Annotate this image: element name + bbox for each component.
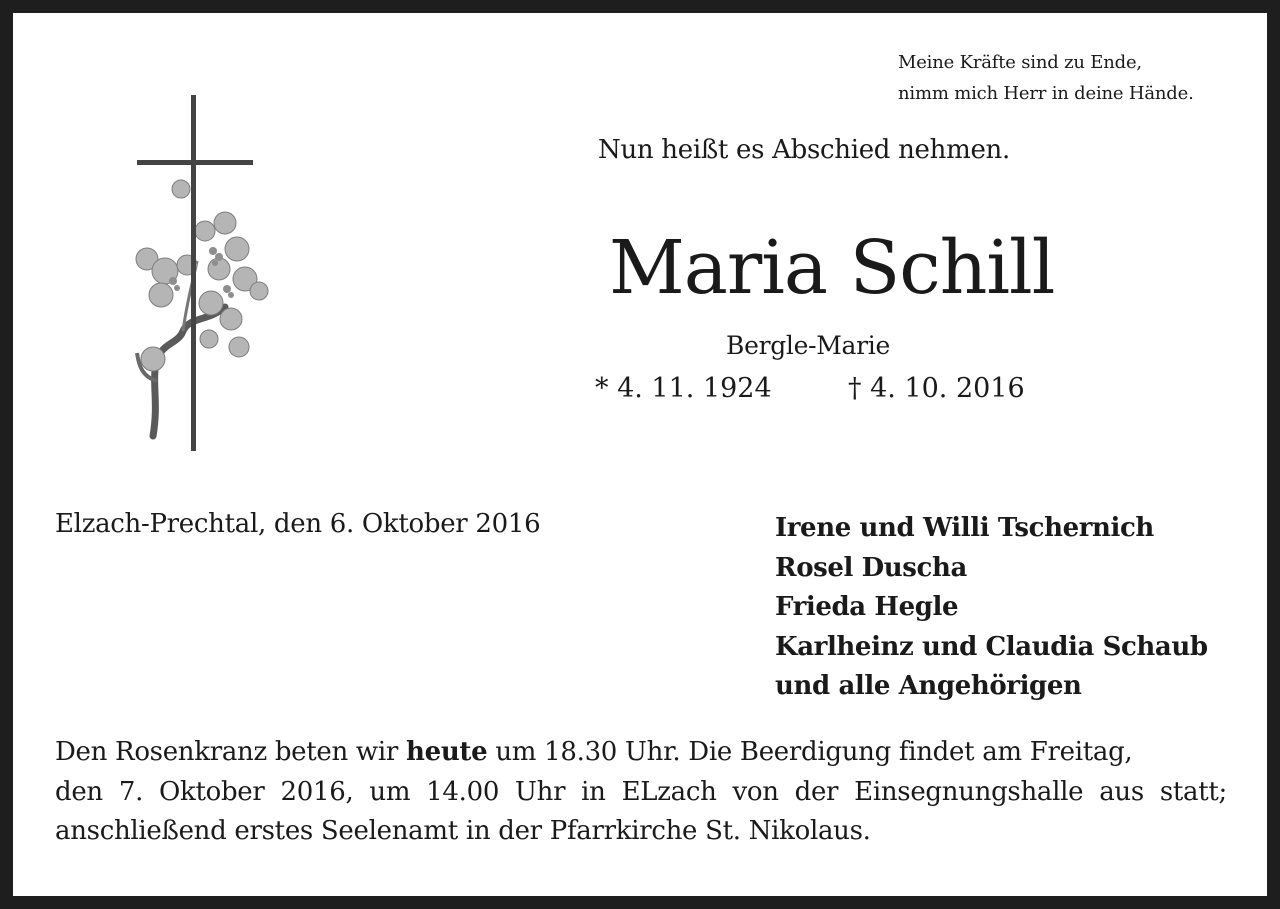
deceased-nickname: Bergle-Marie: [726, 331, 891, 360]
mourner-name: Irene und Willi Tschernich: [775, 513, 1154, 543]
death-date: † 4. 10. 2016: [848, 373, 1025, 404]
notice-line-1: [55, 733, 1227, 773]
mourners-list: [775, 509, 1208, 707]
mourner-name: Rosel Duscha: [775, 552, 967, 583]
motto-line-2: nimm mich Herr in deine Hände.: [898, 83, 1194, 104]
deceased-name: Maria Schill: [609, 225, 1055, 311]
notice-text: Den Rosenkranz beten wir: [55, 737, 406, 767]
mourner-name: Frieda Hegle: [775, 592, 959, 622]
motto-line-1: Meine Kräfte sind zu Ende,: [898, 52, 1142, 73]
notice-line-2: den 7. Oktober 2016, um 14.00 Uhr in ELzach von der Einsegnungshalle aus statt;: [55, 776, 1227, 807]
funeral-notice: [55, 733, 1227, 852]
birth-date: * 4. 11. 1924: [595, 373, 772, 404]
notice-line-3: anschließend erstes Seelenamt in der Pfarrkirche St. Nikolaus.: [55, 816, 871, 846]
mourner-name: und alle Angehörigen: [775, 671, 1082, 701]
intro-text: Nun heißt es Abschied nehmen.: [598, 135, 1010, 165]
place-and-date: Elzach-Prechtal, den 6. Oktober 2016: [55, 509, 541, 539]
notice-text: um 18.30 Uhr. Die Beerdigung findet am Freitag,: [487, 737, 1133, 767]
notice-emphasis: heute: [405, 737, 488, 767]
cross-with-vine-icon: [113, 81, 273, 451]
motto-verse: [898, 47, 1194, 109]
mourner-name: Karlheinz und Claudia Schaub: [775, 631, 1208, 662]
obituary-card: [13, 13, 1267, 896]
